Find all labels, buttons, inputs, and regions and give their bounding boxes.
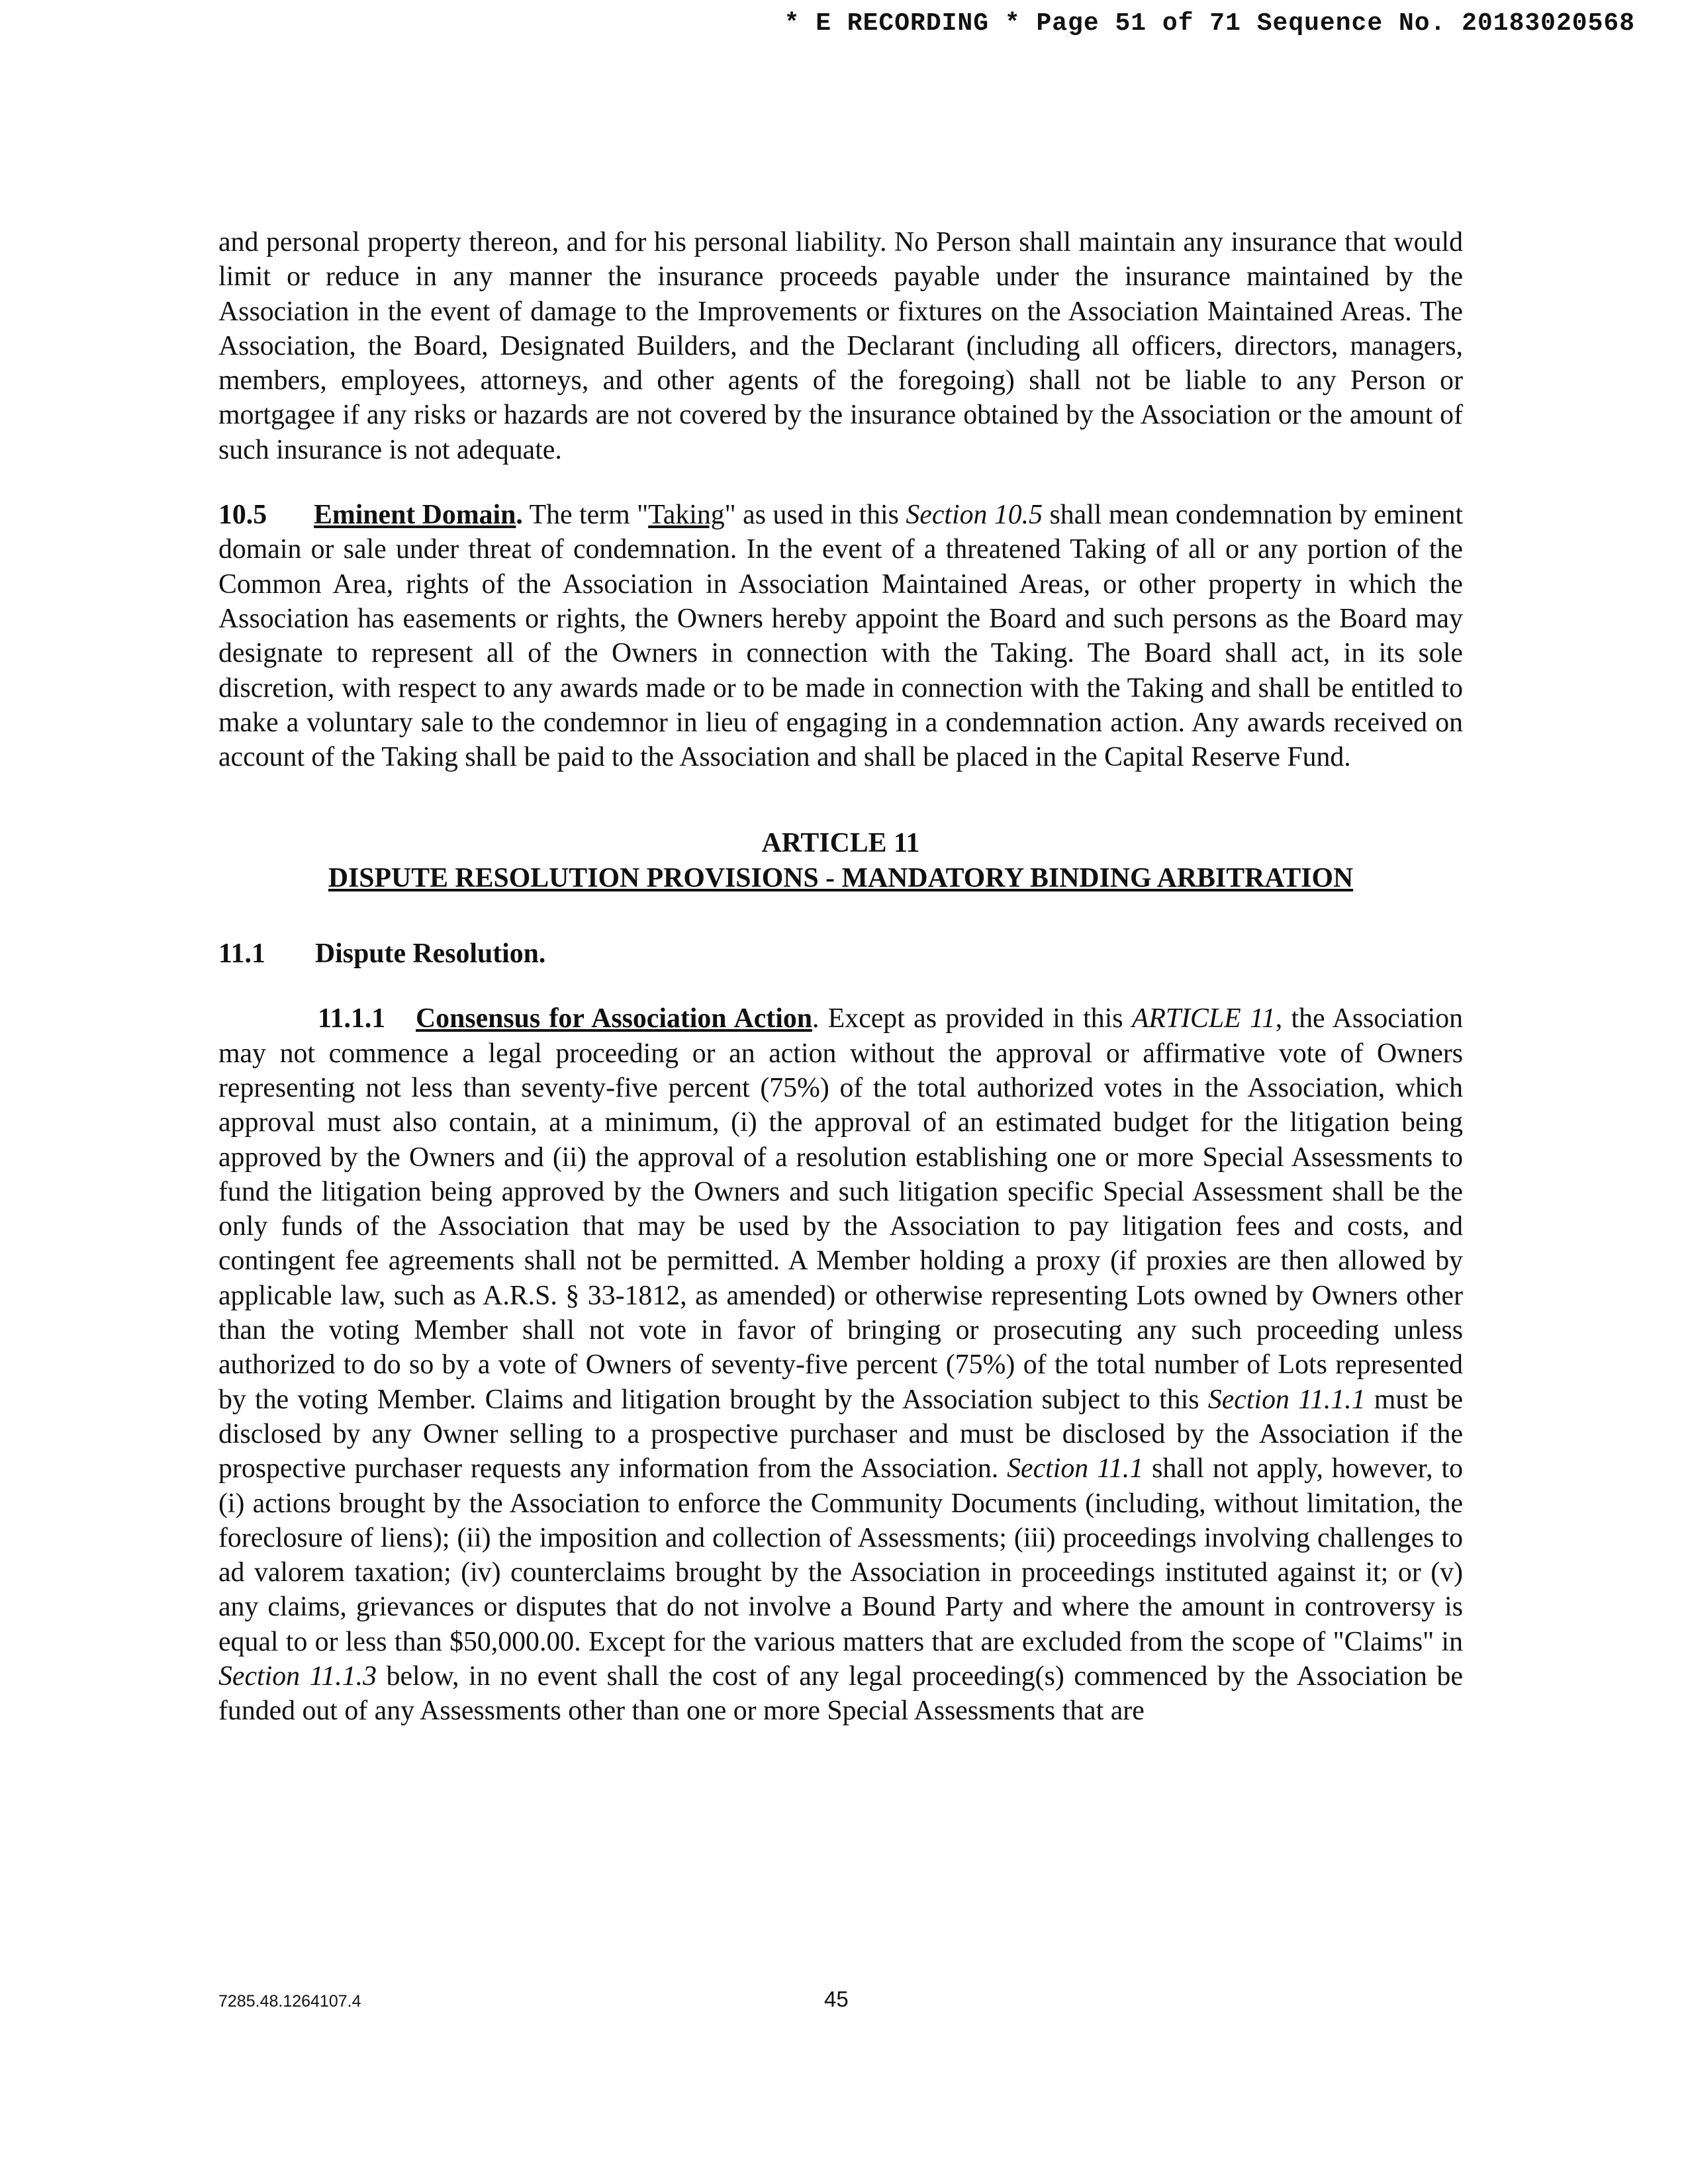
page-number: 45 bbox=[824, 1987, 849, 2011]
section-heading: Dispute Resolution. bbox=[315, 938, 546, 970]
cross-reference: Section 11.1 bbox=[1007, 1453, 1144, 1484]
section-11-1 bbox=[218, 936, 1463, 971]
document-body bbox=[218, 225, 1463, 1729]
section-number: 11.1 bbox=[218, 938, 265, 970]
article-subtitle: DISPUTE RESOLUTION PROVISIONS - MANDATORY BINDING ARBITRATION bbox=[328, 862, 1354, 893]
section-heading: Eminent Domain bbox=[314, 500, 516, 531]
cross-reference: ARTICLE 11 bbox=[1131, 1003, 1276, 1034]
section-heading: Consensus for Association Action bbox=[416, 1003, 812, 1034]
section-10-5: 10.5 Eminent Domain. The term "Taking" as used in this Section 10.5 shall mean condemnation by eminent domain or sale under threat of condemnation. In the event of a threatened Taking of all or any portion of the Common Area, rights of the Association in Association Maintained Areas, or other property in which the Association has easements or rights, the Owners hereby appoint the Board and such persons as the Board may designate to represent all of the Owners in connection with the Taking. The Board shall act, in its sole discretion, with respect to any awards made or to be made in connection with the Taking and shall be entitled to make a voluntary sale to the condemnor in lieu of engaging in a condemnation action. Any awards received on account of the Taking shall be paid to the Association and shall be placed in the Capital Reserve Fund. bbox=[218, 498, 1463, 774]
recording-stamp: * E RECORDING * Page 51 of 71 Sequence No. 20183020568 bbox=[784, 9, 1635, 38]
defined-term: Taking bbox=[648, 500, 725, 531]
section-number: 10.5 bbox=[218, 500, 267, 531]
document-id: 7285.48.1264107.4 bbox=[218, 1992, 361, 2011]
article-title: ARTICLE 11 bbox=[761, 828, 920, 859]
cross-reference: Section 11.1.1 bbox=[1207, 1384, 1366, 1415]
cross-reference: Section 11.1.3 bbox=[218, 1661, 377, 1692]
section-11-1-1: 11.1.1 Consensus for Association Action. Except as provided in this ARTICLE 11, the Association may not commence a legal proceeding or an action without the approval or affirmative vote of Owners representing not less than seventy-five percent (75%) of the total authorized votes in the Association, which approval must also contain, at a minimum, (i) the approval of an estimated budget for the litigation being approved by the Owners and (ii) the approval of a resolution establishing one or more Special Assessments to fund the litigation being approved by the Owners and such litigation specific Special Assessment shall be the only funds of the Association that may be used by the Association to pay litigation fees and costs, and contingent fee agreements shall not be permitted. A Member holding a proxy (if proxies are then allowed by applicable law, such as A.R.S. § 33-1812, as amended) or otherwise representing Lots owned by Owners other than the voting Member shall not vote in favor of bringing or prosecuting any such proceeding unless authorized to do so by a vote of Owners of seventy-five percent (75%) of the total number of Lots represented by the voting Member. Claims and litigation brought by the Association subject to this Section 11.1.1 must be disclosed by any Owner selling to a prospective purchaser and must be disclosed by the Association if the prospective purchaser requests any information from the Association. Section 11.1 shall not apply, however, to (i) actions brought by the Association to enforce the Community Documents (including, without limitation, the foreclosure of liens); (ii) the imposition and collection of Assessments; (iii) proceedings involving challenges to ad valorem taxation; (iv) counterclaims brought by the Association in proceedings instituted against it; or (v) any claims, grievances or disputes that do not involve a Bound Party and where the amount in controversy is equal to or less than $50,000.00. Except for the various matters that are excluded from the scope of "Claims" in Section 11.1.3 below, in no event shall the cost of any legal proceeding(s) commenced by the Association be funded out of any Assessments other than one or more Special Assessments that are bbox=[218, 1001, 1463, 1728]
cross-reference: Section 10.5 bbox=[906, 500, 1043, 531]
paragraph-insurance-continuation: and personal property thereon, and for his personal liability. No Person shall maintain any insurance that would limit or reduce in any manner the insurance proceeds payable under the insurance maintained by the Association in the event of damage to the Improvements or fixtures on the Association Maintained Areas. The Association, the Board, Designated Builders, and the Declarant (including all officers, directors, managers, members, employees, attorneys, and other agents of the foregoing) shall not be liable to any Person or mortgagee if any risks or hazards are not covered by the insurance obtained by the Association or the amount of such insurance is not adequate. bbox=[218, 227, 1463, 465]
section-number: 11.1.1 bbox=[318, 1003, 386, 1034]
